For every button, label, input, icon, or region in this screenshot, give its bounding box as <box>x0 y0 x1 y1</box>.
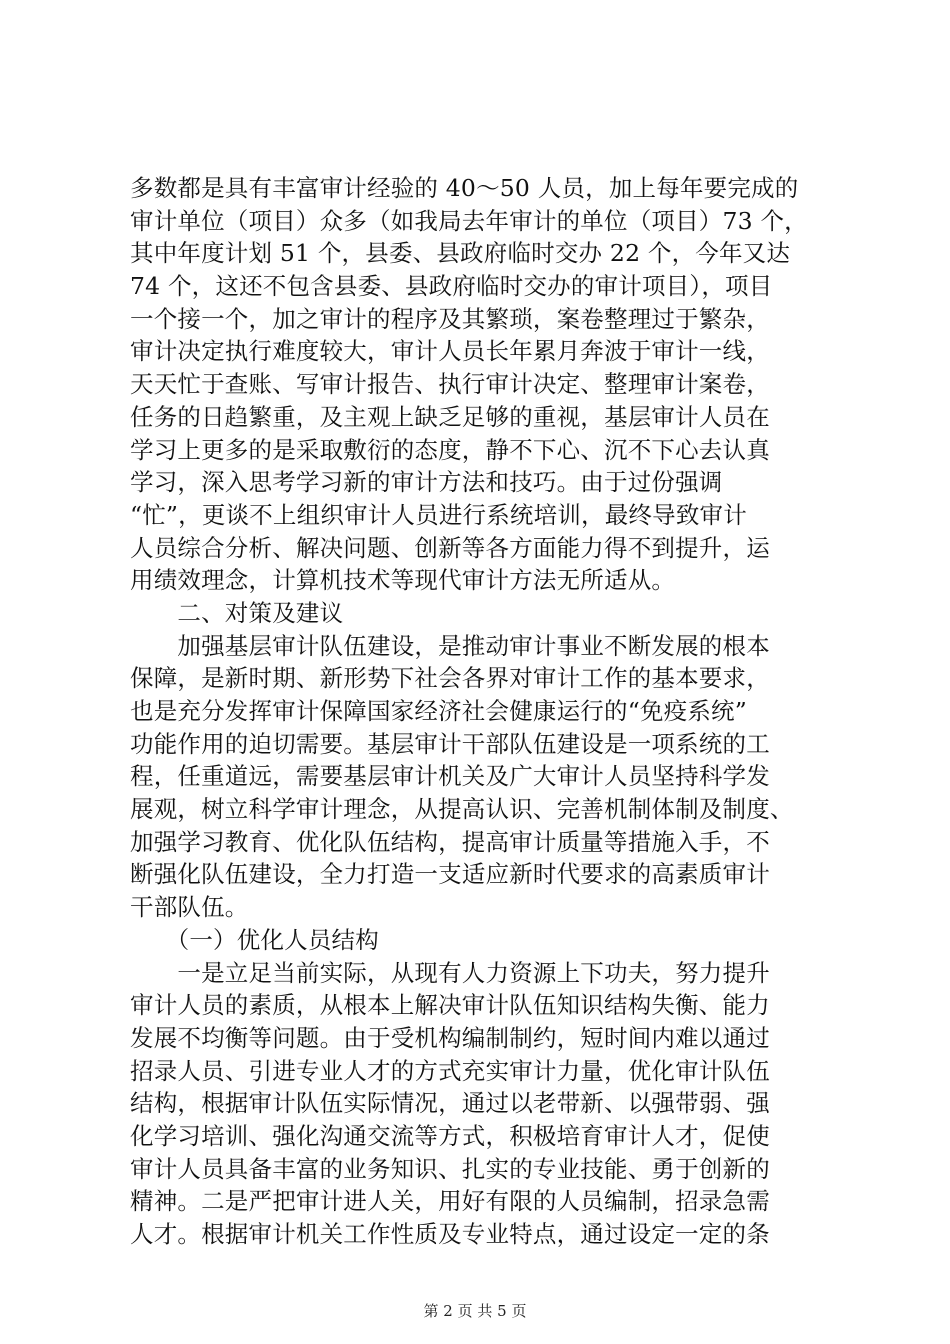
page-footer <box>0 1300 950 1321</box>
subsection-heading: （一）优化人员结构 <box>130 925 379 954</box>
text-line: 招录人员、引进专业人才的方式充实审计力量，优化审计队伍 <box>130 1056 770 1085</box>
text-line: 审计决定执行难度较大，审计人员长年累月奔波于审计一线， <box>130 337 770 366</box>
text-line: 学习，深入思考学习新的审计方法和技巧。由于过份强调 <box>130 468 723 497</box>
text-line: 精神。二是严把审计进人关，用好有限的人员编制，招录急需 <box>130 1187 770 1216</box>
text-line: 天天忙于查账、写审计报告、执行审计决定、整理审计案卷， <box>130 370 770 399</box>
text-line: 审计人员的素质，从根本上解决审计队伍知识结构失衡、能力 <box>130 991 770 1020</box>
text-line: 干部队伍。 <box>130 893 249 922</box>
text-line: “忙”，更谈不上组织审计人员进行系统培训，最终导致审计 <box>130 500 747 529</box>
text-line: 断强化队伍建设，全力打造一支适应新时代要求的高素质审计 <box>130 860 770 889</box>
text-line: 发展不均衡等问题。由于受机构编制制约，短时间内难以通过 <box>130 1023 770 1052</box>
text-line: 审计人员具备丰富的业务知识、扎实的专业技能、勇于创新的 <box>130 1154 770 1183</box>
text-line: 化学习培训、强化沟通交流等方式，积极培育审计人才，促使 <box>130 1121 770 1150</box>
text-line: 也是充分发挥审计保障国家经济社会健康运行的“免疫系统” <box>130 697 747 725</box>
text-line: 多数都是具有丰富审计经验的 40～50 人员，加上每年要完成的 <box>130 174 799 202</box>
section-heading: 二、对策及建议 <box>130 598 344 627</box>
text-line: 用绩效理念，计算机技术等现代审计方法无所适从。 <box>130 566 676 595</box>
text-line: 一个接一个，加之审计的程序及其繁琐，案卷整理过于繁杂， <box>130 304 770 333</box>
page-number: 第 2 页 共 5 页 <box>423 1302 527 1320</box>
text-line: 功能作用的迫切需要。基层审计干部队伍建设是一项系统的工 <box>130 729 770 758</box>
body-text <box>130 172 830 1251</box>
text-line: 人员综合分析、解决问题、创新等各方面能力得不到提升，运 <box>130 533 770 562</box>
text-line: 结构，根据审计队伍实际情况，通过以老带新、以强带弱、强 <box>130 1089 770 1118</box>
text-line: 审计单位（项目）众多（如我局去年审计的单位（项目）73 个， <box>130 206 808 235</box>
text-line: 人才。根据审计机关工作性质及专业特点，通过设定一定的条 <box>130 1220 770 1248</box>
text-line: 加强学习教育、优化队伍结构，提高审计质量等措施入手，不 <box>130 827 770 856</box>
text-line: 其中年度计划 51 个，县委、县政府临时交办 22 个，今年又达 <box>130 239 791 268</box>
text-line: 学习上更多的是采取敷衍的态度，静不下心、沉不下心去认真 <box>130 435 770 464</box>
text-line: 74 个，这还不包含县委、县政府临时交办的审计项目），项目 <box>130 272 773 301</box>
text-line: 一是立足当前实际，从现有人力资源上下功夫，努力提升 <box>130 958 770 987</box>
text-line: 任务的日趋繁重，及主观上缺乏足够的重视，基层审计人员在 <box>130 402 770 431</box>
text-line: 保障，是新时期、新形势下社会各界对审计工作的基本要求， <box>130 664 770 693</box>
text-line: 展观，树立科学审计理念，从提高认识、完善机制体制及制度、 <box>130 795 794 824</box>
text-line: 加强基层审计队伍建设，是推动审计事业不断发展的根本 <box>130 631 770 660</box>
text-line: 程，任重道远，需要基层审计机关及广大审计人员坚持科学发 <box>130 762 770 791</box>
